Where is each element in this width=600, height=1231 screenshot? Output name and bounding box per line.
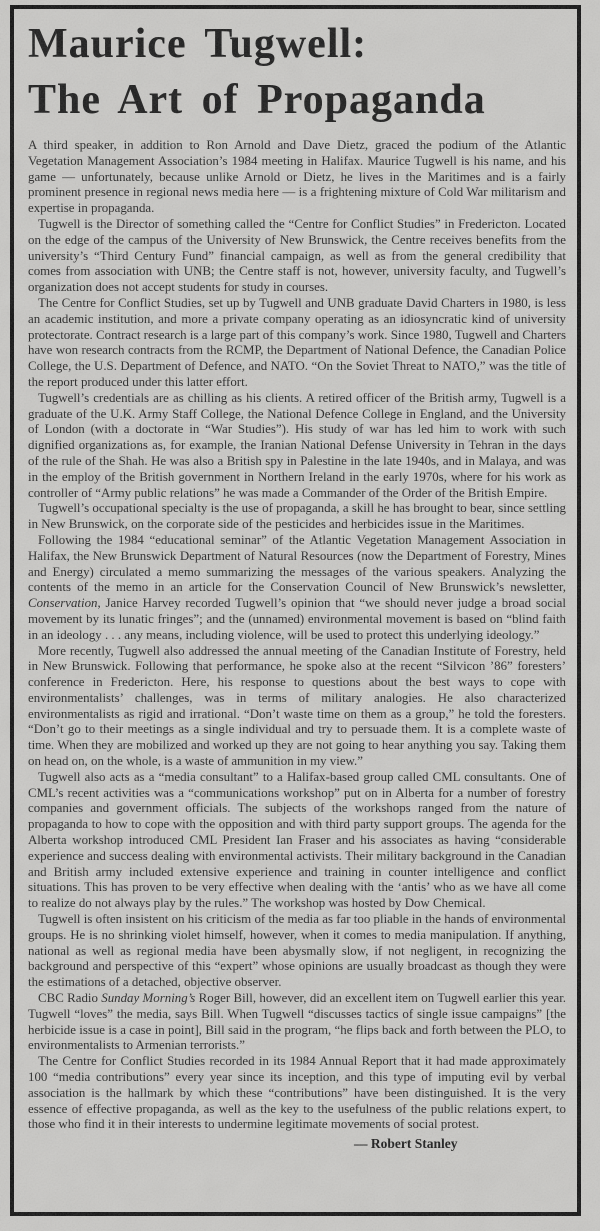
article-paragraph [28, 644, 566, 770]
text-segment: Following the 1984 “educational seminar” of the Atlantic Vegetation Management Association in Halifax, the New Brunswick Department of Natural Resources (now the Department of Forestry, Mines and Energy) circulated a memo summarizing the messages of the various speakers. Analyzing the contents of the memo in an article for the Conservation Council of New Brunswick’s newsletter, [28, 532, 566, 595]
article-paragraph [28, 912, 566, 991]
article-title-line1: Maurice Tugwell: [28, 21, 368, 67]
text-segment: The Centre for Conflict Studies recorded in its 1984 Annual Report that it had made approximately 100 “media contributions” every year since its inception, and this type of imputing evil by verbal association is the hallmark by which these “contributions” have been distinguished. It is the very essence of effective propaganda, as well as the key to the usefulness of the public relations expert, to those who find it in their interests to undermine legitimate movements of social protest. [28, 1054, 566, 1132]
italic-text-segment: Conservation [28, 596, 98, 611]
text-segment: Tugwell’s credentials are as chilling as his clients. A retired officer of the British army, Tugwell is a graduate of the U.K. Army Staff College, the National Defence College in England, and the University of London (with a doctorate in “War Studies”). His study of war has led him to work with such dignified organizations as, for example, the Iranian National Defense University in Tehran in the days of the rule of the Shah. He was also a British spy in Palestine in the late 1940s, and in Malaya, and was in the employ of the British government in Northern Ireland in the early 1970s, where for his work as controller of “Army public relations” he was made a Commander of the Order of the British Empire. [28, 390, 566, 500]
text-segment: The Centre for Conflict Studies, set up by Tugwell and UNB graduate David Charters in 1980, is less an academic institution, and more a private company operating as an idiosyncratic kind of university protectorate. Contract research is a large part of this company’s work. Since 1980, Tugwell and Charters have won research contracts from the RCMP, the Department of National Defence, the Canadian Police College, the U.S. Department of Defence, and NATO. “On the Soviet Threat to NATO,” was the title of the report produced under this latter effort. [28, 295, 566, 389]
article-paragraph [28, 770, 566, 912]
text-segment: A third speaker, in addition to Ron Arnold and Dave Dietz, graced the podium of the Atlantic Vegetation Management Association’s 1984 meeting in Halifax. Maurice Tugwell is his name, and his game — unfortunately, because unlike Arnold or Dietz, he lives in the Maritimes and is a fairly prominent presence in regional news media here — is a frightening mixture of Cold War militarism and expertise in propaganda. [28, 138, 566, 216]
text-segment: , Janice Harvey recorded Tugwell’s opinion that “we should never judge a broad social movement by its lunatic fringes”; and the (unnamed) environmental movement is based on “blind faith in an ideology . . . any means, including violence, will be used to protect this underlying ideology.” [28, 596, 566, 642]
text-segment: More recently, Tugwell also addressed the annual meeting of the Canadian Institute of Forestry, held in New Brunswick. Following that performance, he spoke also at the recent “Silvicon ’86” foresters’ conference in Fredericton. Here, his response to questions about the best ways to cope with environmentalists’ challenges, was in terms of military analogies. He also characterized environmentalists as rigid and irrational. “Don’t waste time on them as a group,” he told the foresters. “Don’t go to their meetings as a single individual and try to persuade them. It is a complete waste of time. When they are mobilized and worked up they are not going to hear anything you say. Taking them on head on, on the whole, is a waste of ammunition in my view.” [28, 643, 566, 769]
text-segment: Tugwell is the Director of something called the “Centre for Conflict Studies” in Fredericton. Located on the edge of the campus of the University of New Brunswick, the Centre receives benefits from the university’s “Third Century Fund” financial campaign, as well as from the general credibility that comes from association with UNB; the Centre staff is not, however, university faculty, and Tugwell’s organization does not accept students for study in courses. [28, 216, 566, 295]
text-segment: CBC Radio [38, 991, 102, 1006]
article-title-line2: The Art of Propaganda [28, 77, 486, 123]
article-body [14, 138, 577, 1133]
text-segment: Tugwell also acts as a “media consultant” to a Halifax-based group called CML consultants. One of CML’s recent activities was a “communications workshop” put on in Alberta for a number of forestry companies and government officials. The subjects of the workshops ranged from the nature of propaganda to how to cope with the opposition and with third party support groups. The agenda for the Alberta workshop introduced CML President Ian Fraser and his associates as having “considerable experience and success dealing with environmental activists. Their military background in the Canadian and British army included extensive experience and training in counter intelligence and conflict situations. This has proven to be very effective when dealing with the ‘antis’ who as we have all come to realize do not always play by the rules.” The workshop was hosted by Dow Chemical. [28, 769, 566, 911]
article-border-frame [10, 5, 581, 1216]
text-segment: Tugwell’s occupational specialty is the use of propaganda, a skill he has brought to bear, since settling in New Brunswick, on the corporate side of the pesticides and herbicides issue in the Maritimes. [28, 501, 566, 532]
article-paragraph [28, 217, 566, 296]
text-segment: Tugwell is often insistent on his criticism of the media as far too pliable in the hands of environmental groups. He is no shrinking violet himself, however, when it comes to media manipulation. If anything, national as well as regional media have been abysmally slow, if not negligent, in recognizing the background and perspective of this “expert” whose opinions are usually broadcast as though they were the estimations of a detached, objective observer. [28, 912, 566, 990]
article-paragraph [28, 501, 566, 533]
article-byline: — Robert Stanley [354, 1136, 458, 1152]
italic-text-segment: Sunday Morning’s [101, 991, 196, 1006]
text-segment: Roger Bill, however, did an excellent item on Tugwell earlier this year. Tugwell “loves” the media, says Bill. When Tugwell “discusses tactics of single issue campaigns” [the herbicide issue is a case in point], Bill said in the program, “he flips back and forth between the PLO, to environmentalists to Armenian terrorists.” [28, 991, 567, 1053]
article-paragraph [28, 138, 566, 217]
article-paragraph [28, 296, 566, 391]
article-paragraph [28, 533, 566, 644]
article-paragraph [28, 1054, 566, 1133]
article-paragraph [28, 391, 566, 502]
article-paragraph [28, 991, 566, 1054]
